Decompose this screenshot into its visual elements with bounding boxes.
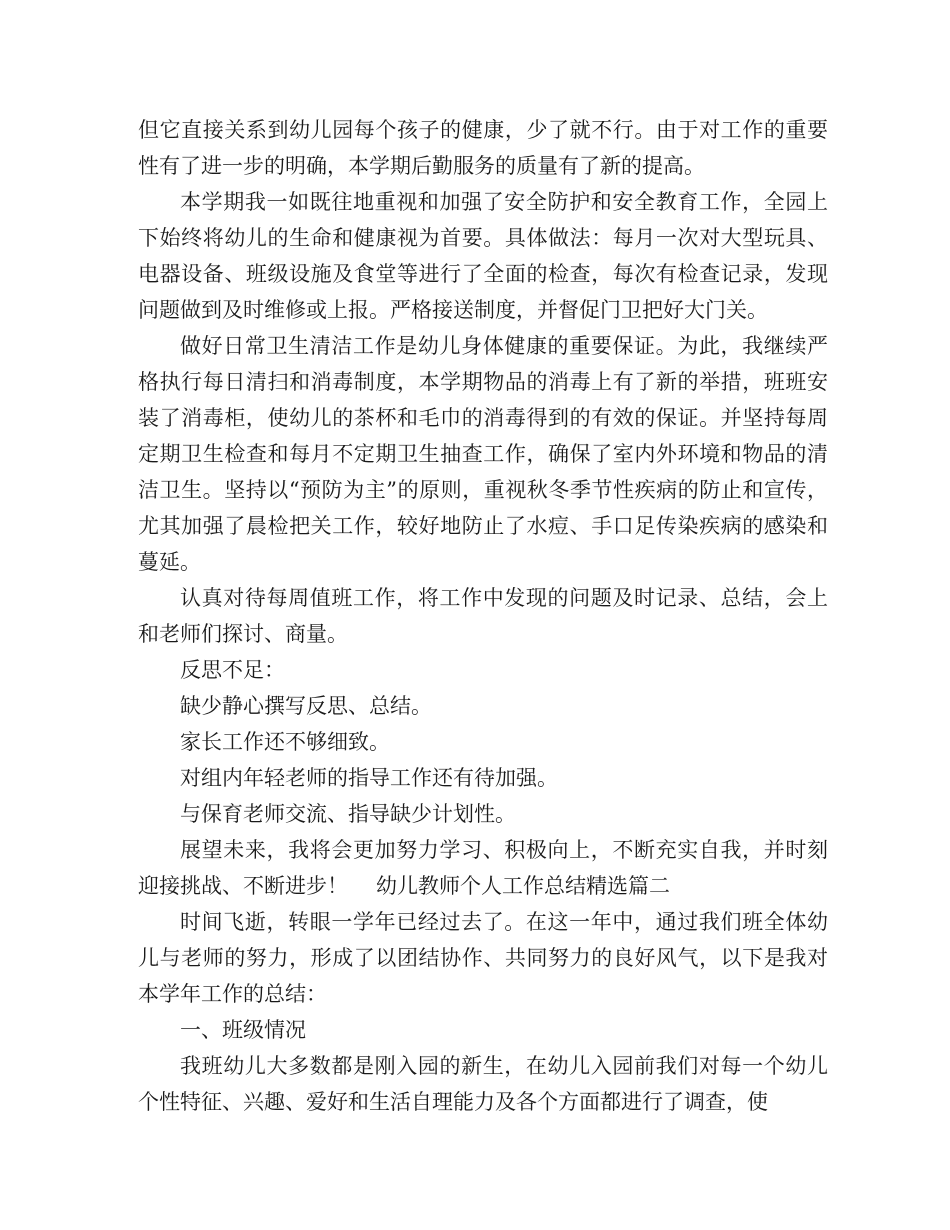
- paragraph-reflection-item: 家长工作还不够细致。: [180, 730, 390, 754]
- next-section-title: 幼儿教师个人工作总结精选篇二: [376, 874, 670, 898]
- paragraph-reflection-item: 对组内年轻老师的指导工作还有待加强。: [180, 766, 558, 790]
- paragraph-safety: 本学期我一如既往地重视和加强了安全防护和安全教育工作，全园上下始终将幼儿的生命和健康视为首要。具体做法：每月一次对大型玩具、电器设备、班级设施及食堂等进行了全面的检查，每次有检查记录，发现问题做到及时维修或上报。严格接送制度，并督促门卫把好大门关。: [138, 190, 828, 322]
- paragraph-reflection-item: 与保育老师交流、指导缺少计划性。: [180, 802, 516, 826]
- document-body: [138, 112, 828, 1120]
- paragraph-class-situation: 我班幼儿大多数都是刚入园的新生，在幼儿入园前我们对每一个幼儿个性特征、兴趣、爱好和生活自理能力及各个方面都进行了调查，使: [138, 1054, 828, 1114]
- paragraph-reflection-heading: 反思不足：: [180, 658, 285, 682]
- paragraph-duty: 认真对待每周值班工作，将工作中发现的问题及时记录、总结，会上和老师们探讨、商量。: [138, 586, 828, 646]
- section-heading-class: 一、班级情况: [180, 1018, 306, 1042]
- paragraph-hygiene: 做好日常卫生清洁工作是幼儿身体健康的重要保证。为此，我继续严格执行每日清扫和消毒制度，本学期物品的消毒上有了新的举措，班班安装了消毒柜，使幼儿的茶杯和毛巾的消毒得到的有效的保证。并坚持每周定期卫生检查和每月不定期卫生抽查工作，确保了室内外环境和物品的清洁卫生。坚持以“预防为主”的原则，重视秋冬季节性疾病的防止和宣传，尤其加强了晨检把关工作，较好地防止了水痘、手口足传染疾病的感染和蔓延。: [138, 334, 828, 574]
- paragraph-continuation: 但它直接关系到幼儿园每个孩子的健康，少了就不行。由于对工作的重要性有了进一步的明确，本学期后勤服务的质量有了新的提高。: [138, 118, 828, 178]
- paragraph-intro: 时间飞逝，转眼一学年已经过去了。在这一年中，通过我们班全体幼儿与老师的努力，形成了以团结协作、共同努力的良好风气，以下是我对本学年工作的总结：: [138, 910, 828, 1006]
- paragraph-reflection-item: 缺少静心撰写反思、总结。: [180, 694, 432, 718]
- paragraph-closing: [138, 832, 828, 904]
- closing-text: 展望未来，我将会更加努力学习、积极向上，不断充实自我，并时刻迎接挑战、不断进步！: [138, 838, 828, 898]
